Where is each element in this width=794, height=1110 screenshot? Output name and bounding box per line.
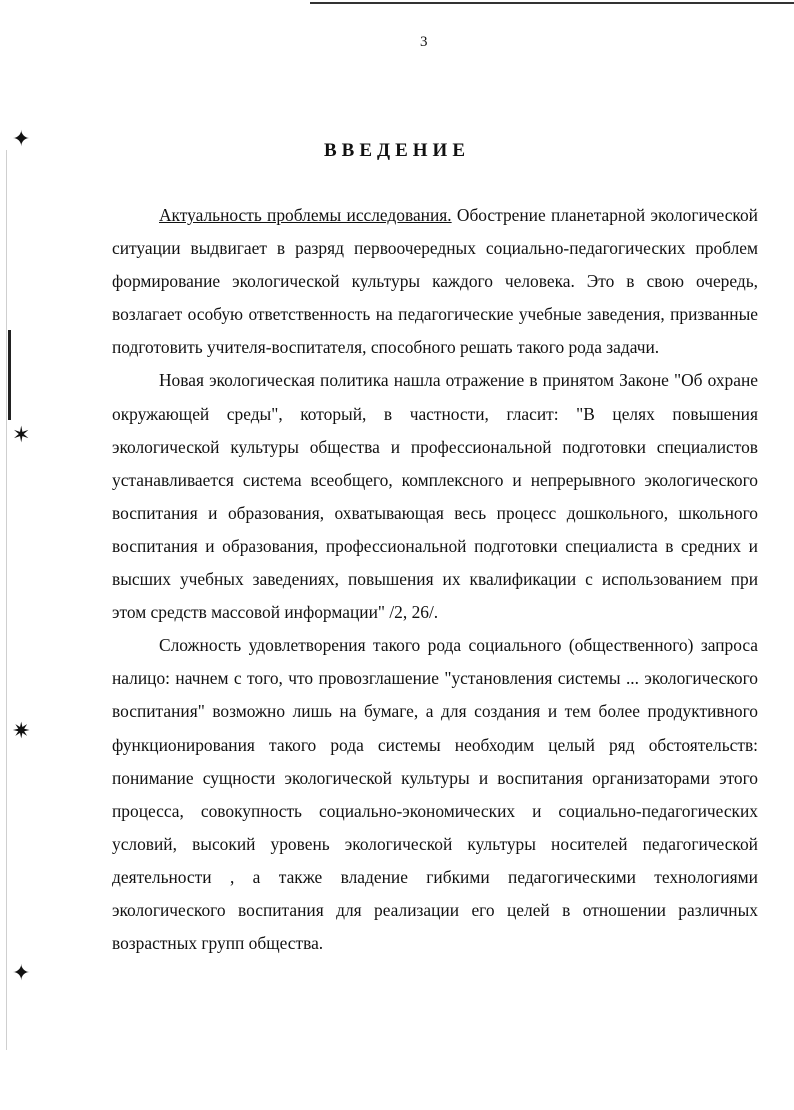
- page-number: 3: [420, 34, 428, 50]
- binding-hole-mark-icon: ✦: [12, 126, 31, 151]
- paragraph-text: Обострение планетарной экологической ситуации выдвигает в разряд первоочередных социально-педагогических проблем формирование экологической культуры каждого человека. Это в свою очередь, возлагает особую ответственность на педагогические учебные заведения, призванные подготовить учителя-воспитателя, способного решать такого рода задачи.: [112, 205, 758, 358]
- body-text: [112, 199, 758, 960]
- page-title: ВВЕДЕНИЕ: [324, 140, 470, 161]
- binding-hole-mark-icon: ✷: [12, 718, 31, 743]
- scan-artifact-left-edge: [6, 150, 7, 1050]
- paragraph-law-citation: Новая экологическая политика нашла отражение в принятом Законе "Об охране окружающей среды", который, в частности, гласит: "В целях повышения экологической культуры общества и профессиональной подготовки специалистов устанавливается система всеобщего, комплексного и непрерывного экологического воспитания и образования, охватывающая весь процесс дошкольного, школьного воспитания и образования, профессиональной подготовки специалиста в средних и высших учебных заведениях, повышения их квалификации с использованием при этом средств массовой информации" /2, 26/.: [112, 370, 758, 623]
- scan-artifact-left-bar: [8, 330, 11, 420]
- binding-hole-mark-icon: ✶: [12, 422, 31, 447]
- scan-artifact-top-line: [310, 2, 794, 4]
- paragraph-complexity: Сложность удовлетворения такого рода социального (общественного) запроса налицо: начнем с того, что провозглашение "установления системы ... экологического воспитания" возможно лишь на бумаге, а для создания и тем более продуктивного функционирования такого рода системы необходим целый ряд обстоятельств: понимание сущности экологической культуры и воспитания организаторами этого процесса, совокупность социально-экономических и социально-педагогических условий, высокий уровень экологической культуры носителей педагогической деятельности , а также владение гибкими педагогическими технологиями экологического воспитания для реализации его целей в отношении различных возрастных групп общества.: [112, 635, 758, 954]
- paragraph-relevance: [112, 199, 758, 364]
- section-heading-relevance: Актуальность проблемы исследования.: [159, 205, 452, 225]
- binding-hole-mark-icon: ✦: [12, 960, 31, 985]
